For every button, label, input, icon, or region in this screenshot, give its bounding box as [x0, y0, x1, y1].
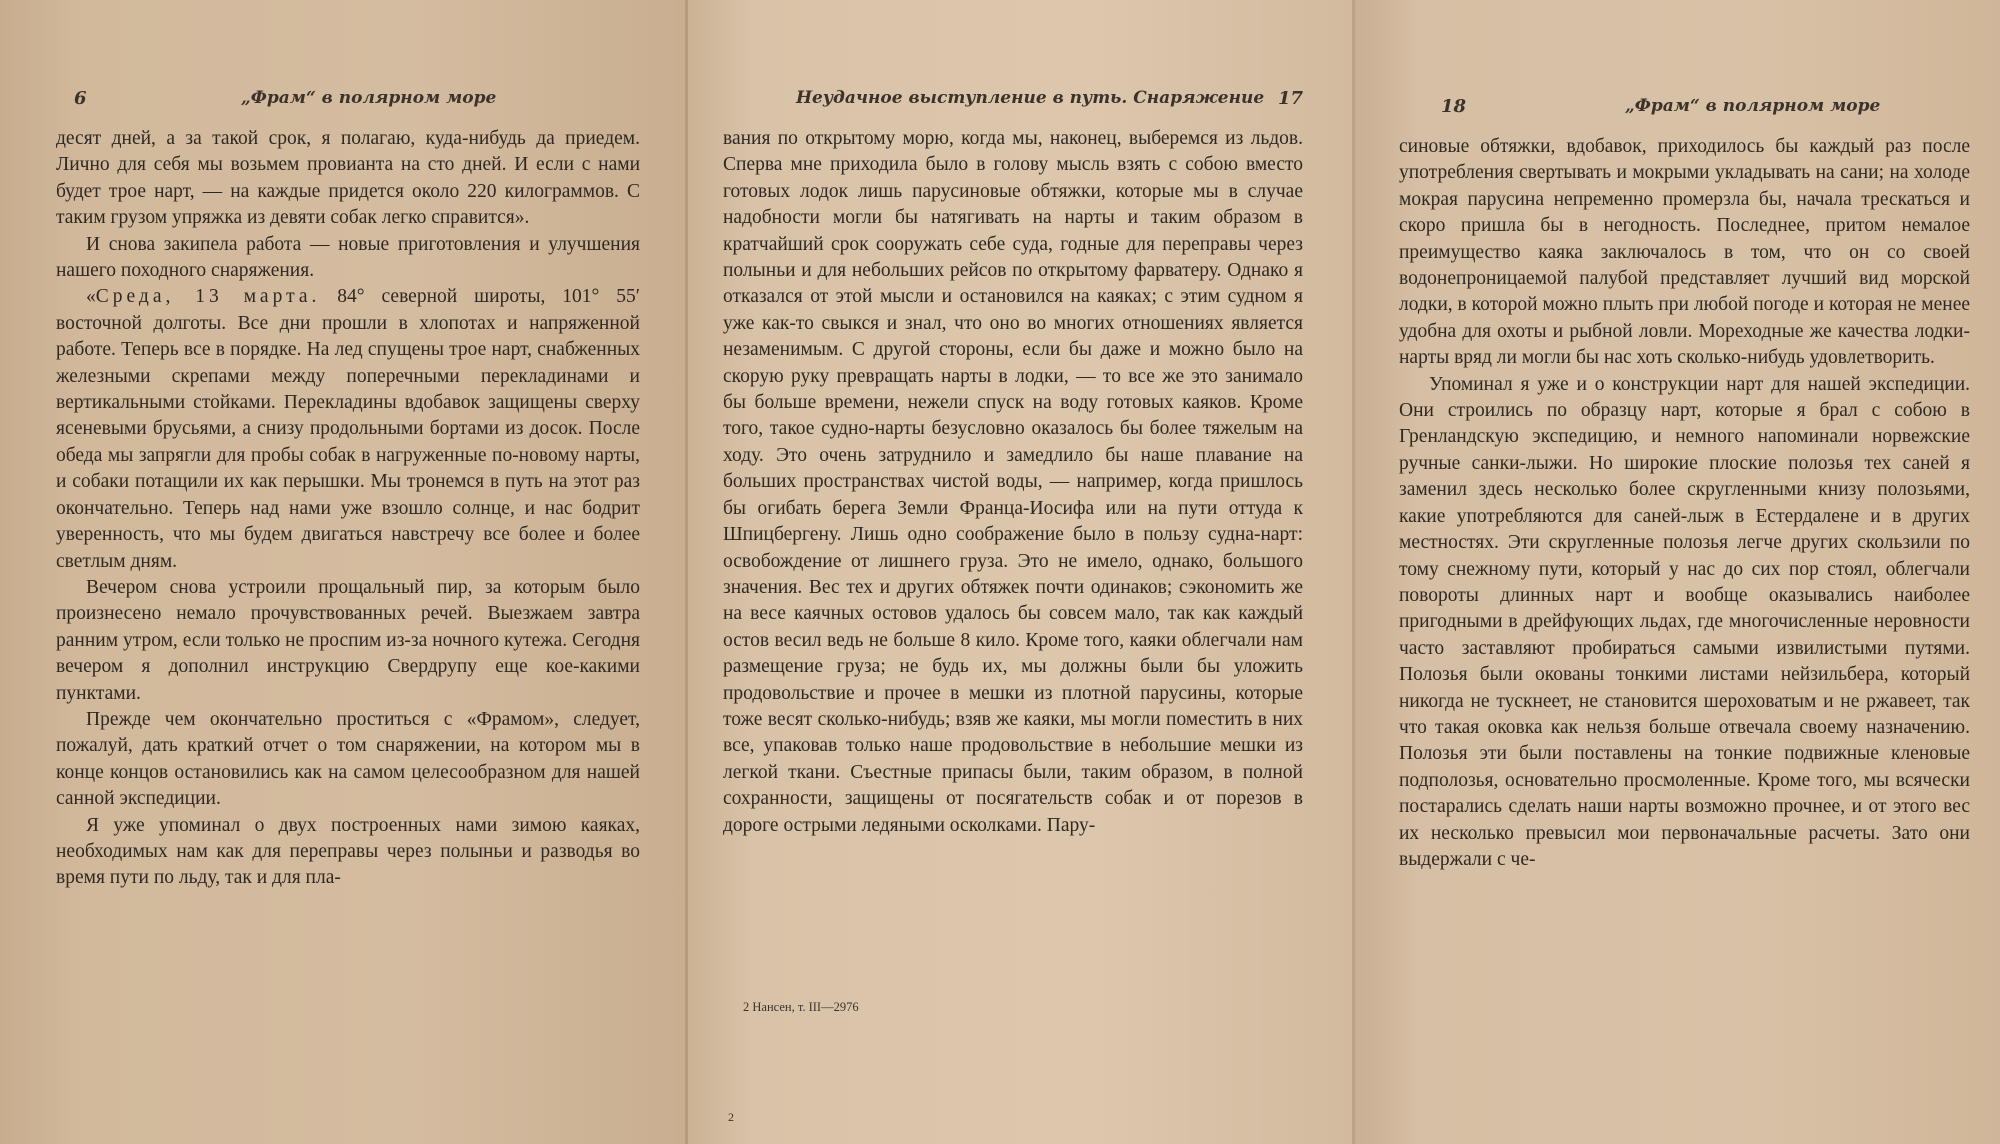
page-number: 6	[74, 88, 87, 109]
running-head: Неудачное выступление в путь. Снаряжение	[796, 88, 1265, 108]
printer-signature-mark: 2	[728, 1110, 734, 1124]
page-18	[1355, 0, 2000, 1144]
paragraph: Вечером снова устроили прощальный пир, за которым было произнесено немало прочувствованных речей. Выезжаем завтра ранним утром, если только не проспим из-за ночного кутежа. Сегодня вечером я дополнил инструкцию Свердрупу еще кое-какими пунктами.	[56, 576, 640, 704]
footnote-signature-line: 2 Нансен, т. III—2976	[743, 1000, 859, 1014]
page-number: 18	[1441, 96, 1467, 117]
diary-entry-paragraph	[56, 284, 640, 574]
entry-open-quote: «	[86, 286, 96, 308]
page-17	[688, 0, 1355, 1144]
paragraph: десят дней, а за такой срок, я полагаю, куда-нибудь да приедем. Лично для себя мы возьмем провианта на сто дней. И если с нами будет трое нарт, — на каждые придется около 220 килограммов. С таким грузом упряжка из девяти собак легко справится».	[56, 128, 640, 229]
page-6	[0, 0, 688, 1144]
page-text	[723, 126, 1303, 839]
diary-entry-coords: 84° северной широты, 101° 55′	[320, 286, 641, 308]
page-header	[723, 88, 1303, 116]
diary-entry-text: восточной долготы. Все дни прошли в хлопотах и напряженной работе. Теперь все в порядке. На лед спущены трое нарт, снабженных железными скрепами между поперечными перекладинами и вертикальными стойками. Перекладины вдобавок защищены сверху ясеневыми брусьями, а снизу продольными бортами из досок. После обеда мы запрягли для пробы собак в нагруженные по-новому нарты, и собаки потащили их как перышки. Мы тронемся в путь на этот раз окончательно. Теперь над нами уже взошло солнце, и нас бодрит уверенность, что мы будем двигаться навстречу все более и более светлым дням.	[56, 312, 640, 572]
running-head: „Фрам“ в полярном море	[241, 88, 497, 108]
paragraph: Упоминал я уже и о конструкции нарт для нашей экспедиции. Они строились по образцу нарт, которые я брал с собою в Гренландскую экспедицию, и немного напоминали норвежские ручные санки-лыжи. Но широкие плоские полозья тех саней я заменил здесь несколько более скругленными книзу полозьями, какие употребляются для саней-лыж в Естердалене и в других местностях. Эти скругленные полозья легче других скользили по тому снежному пути, который у нас до сих пор стоял, облегчали повороты длинных нарт и вообще оказывались наиболее пригодными в дрейфующих льдах, где многочисленные неровности часто заставляют пробираться самыми извилистыми путями. Полозья были окованы тонкими листами нейзильбера, который никогда не тускнеет, не становится шероховатым и не ржавеет, так что такая оковка как нельзя больше отвечала своему назначению. Полозья эти были поставлены на тонкие подвижные кленовые подполозья, основательно просмоленные. Кроме того, мы всячески постарались сделать наши нарты возможно прочнее, и от этого вес их несколько превысил мои первоначальные расчеты. Зато они выдержали с че-	[1399, 373, 1970, 870]
page-text	[56, 126, 640, 892]
diary-entry-date: Среда, 13 марта.	[95, 286, 321, 308]
page-number: 17	[1277, 88, 1303, 109]
paragraph: Прежде чем окончательно проститься с «Фрамом», следует, пожалуй, дать краткий отчет о том снаряжении, на котором мы в конце концов остановились как на самом целесообразном для нашей санной экспедиции.	[56, 708, 640, 810]
paragraph: И снова закипела работа — новые приготовления и улучшения нашего походного снаряжения.	[56, 233, 640, 282]
page-text	[1399, 134, 1970, 873]
running-head: „Фрам“ в полярном море	[1625, 96, 1881, 116]
page-header	[56, 88, 640, 116]
paragraph: вания по открытому морю, когда мы, наконец, выберемся из льдов. Сперва мне приходила было в голову мысль взять с собою вместо готовых лодок лишь парусиновые обтяжки, которые мы в случае надобности могли бы натягивать на нарты и таким образом в кратчайший срок сооружать себе суда, годные для переправы через полыньи и для небольших рейсов по открытому фарватеру. Однако я отказался от этой мысли и остановился на каяках; с этим судном я уже как-то свыкся и знал, что оно во многих отношениях является незаменимым. С другой стороны, если бы даже и можно было на скорую руку превращать нарты в лодки, — то все же это занимало бы больше времени, нежели спуск на воду готовых каяков. Кроме того, такое судно-нарты безусловно оказалось бы более тяжелым на ходу. Это очень затруднило и замедлило бы наше плавание на больших пространствах чистой воды, — например, когда пришлось бы огибать берега Земли Франца-Иосифа или на пути оттуда к Шпицбергену. Лишь одно соображение было в пользу судна-нарт: освобождение от лишнего груза. Это не имело, однако, большого значения. Вес тех и других обтяжек почти одинаков; сэкономить же на весе каячных остовов удалось бы совсем мало, так как каждый остов весил ведь не больше 8 кило. Кроме того, каяки облегчали нам размещение груза; не будь их, мы должны были бы уложить продовольствие и прочее в мешки из плотной парусины, которые тоже весят сколько-нибудь; взяв же каяки, мы могли поместить в них все, упаковав только наше продовольствие в небольшие мешки из легкой ткани. Съестные припасы были, таким образом, в полной сохранности, защищены от посягательств собак и от порезов в дороге острыми ледяными осколками. Пару-	[723, 128, 1303, 836]
paragraph: Я уже упоминал о двух построенных нами зимою каяках, необходимых нам как для переправы через полыньи и разводья во время пути по льду, так и для пла-	[56, 814, 640, 889]
page-header	[1399, 96, 1970, 124]
paragraph: синовые обтяжки, вдобавок, приходилось бы каждый раз после употребления свертывать и мокрыми укладывать на сани; на холоде мокрая парусина непременно промерзла бы, начала трескаться и скоро пришла бы в негодность. Последнее, притом немалое преимущество каяка заключалось в том, что он со своей водонепроницаемой палубой представляет лучший вид морской лодки, в которой можно плыть при любой погоде и которая не менее удобна для охоты и рыбной ловли. Мореходные же качества лодки-нарты вряд ли могли бы нас хоть сколько-нибудь удовлетворить.	[1399, 136, 1970, 369]
